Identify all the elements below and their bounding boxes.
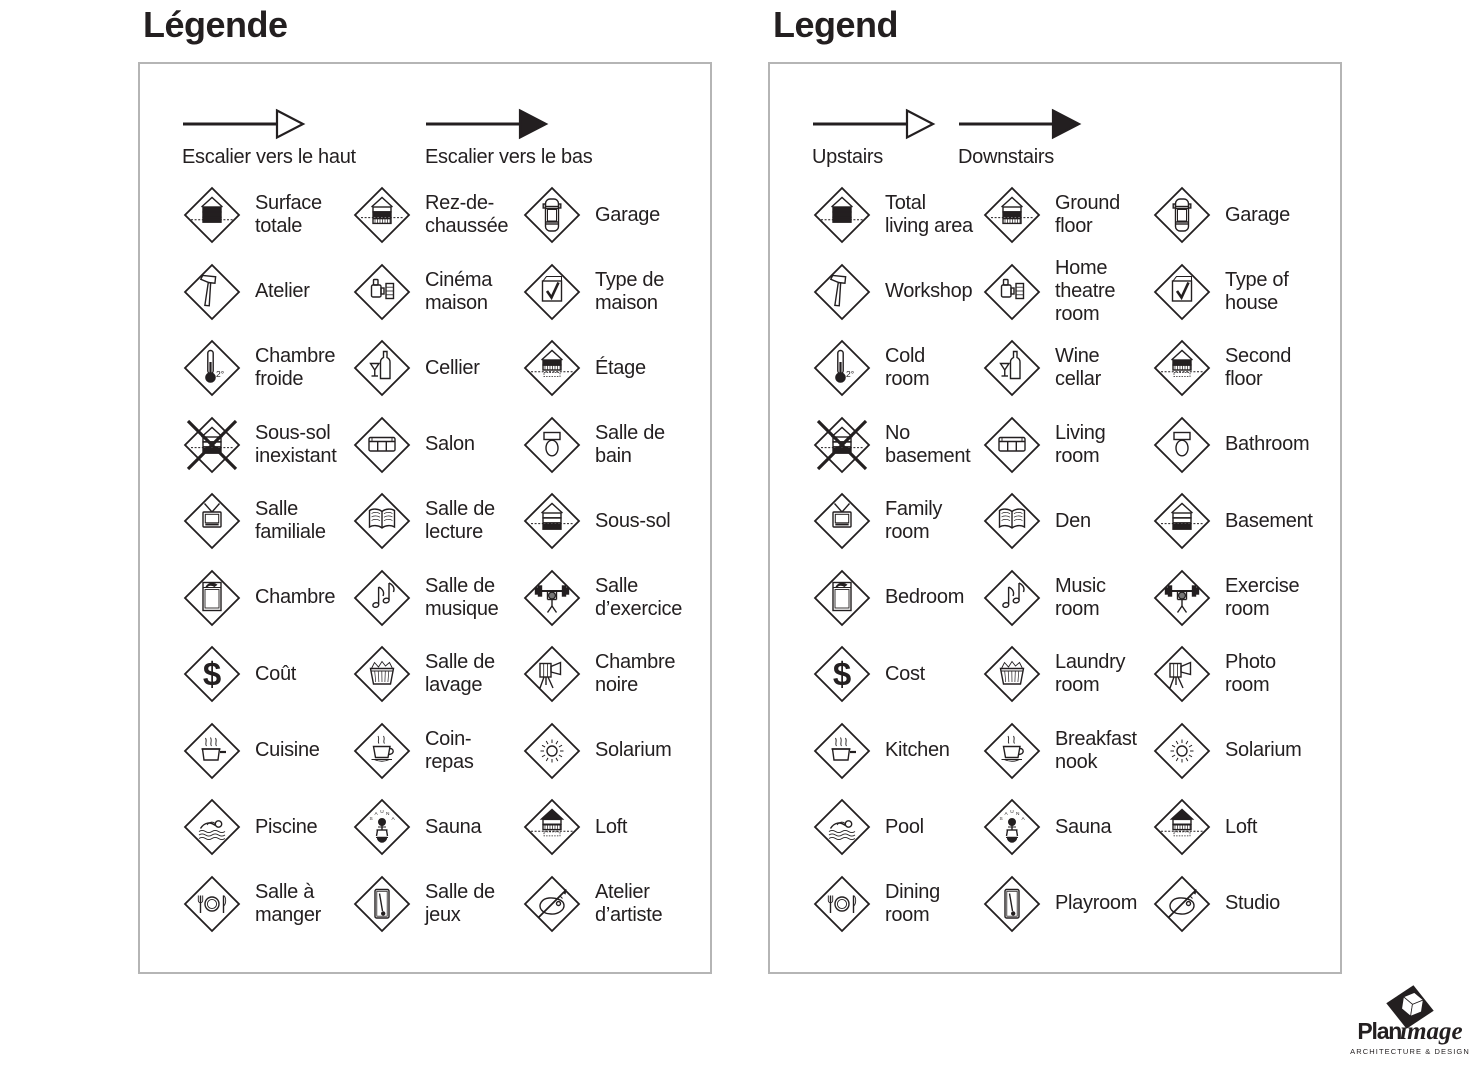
legend-item [1150,483,1320,560]
legend-item [180,866,350,943]
svg-text:U: U [1010,810,1014,816]
legend-item-label: Laundry room [1055,651,1126,697]
dining-room-icon [180,872,244,936]
legend-item [980,636,1150,713]
legend-item [350,407,520,484]
den-icon [980,489,1044,553]
logo-tagline: ARCHITECTURE & DESIGN [1350,1047,1470,1056]
legend-item [520,254,690,331]
svg-text:$: $ [202,655,222,693]
legend-item [810,789,980,866]
legend-item [350,789,520,866]
legend-item [980,407,1150,484]
legend-item [520,483,690,560]
studio-icon [520,872,584,936]
legend-item [1150,636,1320,713]
ground-floor-icon [350,183,414,247]
legend-item-label: Salle de bain [595,421,665,467]
legend-item [180,560,350,637]
legend-item-label: Music room [1055,574,1106,620]
legend-item-label: Salle de lecture [425,498,495,544]
svg-text:A: A [374,812,378,818]
page-title-english: Legend [773,4,899,45]
legend-item-label: Solarium [1225,739,1302,762]
legend-grid-english [810,177,1320,942]
legend-item-label: Garage [595,203,660,226]
family-room-icon [810,489,874,553]
legend-item [520,560,690,637]
legend-item-label: Salle d’exercice [595,574,683,620]
solarium-icon [1150,719,1214,783]
legend-item [980,254,1150,331]
svg-text:N: N [1016,812,1020,818]
breakfast-nook-icon [350,719,414,783]
laundry-room-icon [980,642,1044,706]
stairs-arrow-label: Upstairs [812,146,883,168]
legend-item [1150,789,1320,866]
workshop-icon [180,260,244,324]
legend-item-label: Cellier [425,356,480,379]
stairs-arrow-label: Escalier vers le haut [182,146,356,168]
legend-item-label: Bathroom [1225,433,1310,456]
legend-item [1150,177,1320,254]
music-room-icon [980,566,1044,630]
total-area-icon [810,183,874,247]
exercise-room-icon [1150,566,1214,630]
bedroom-icon [810,566,874,630]
bathroom-icon [520,413,584,477]
svg-text:N: N [386,812,390,818]
kitchen-icon [810,719,874,783]
legend-item [980,866,1150,943]
solarium-icon [520,719,584,783]
legend-item [810,330,980,407]
legend-item [520,866,690,943]
legend-item [350,713,520,790]
legend-item [1150,866,1320,943]
legend-item [520,789,690,866]
legend-item [980,177,1150,254]
stairs-arrows-english [812,109,1082,169]
stairs-arrow-legend-item [182,109,425,169]
legend-item-label: Pool [885,815,924,838]
legend-item [180,407,350,484]
legend-item-label: Cuisine [255,739,320,762]
stairs-arrow-label: Downstairs [958,146,1054,168]
no-basement-icon [810,413,874,477]
legend-item [350,330,520,407]
panel-legend-english [768,4,1342,974]
legend-item [810,177,980,254]
legend-item-label: Coût [255,662,297,685]
legend-item [1150,560,1320,637]
legend-item [980,560,1150,637]
ground-floor-icon [980,183,1044,247]
legend-item-label: Kitchen [885,739,950,762]
legend-item-label: Ground floor [1055,192,1120,238]
legend-item [180,330,350,407]
legend-item-label: Loft [595,815,628,838]
svg-text:A: A [391,817,395,823]
page-title-french: Légende [143,4,288,45]
legend-item [350,254,520,331]
total-area-icon [180,183,244,247]
cost-icon [810,642,874,706]
legend-item [810,407,980,484]
legend-item-label: Piscine [255,815,318,838]
legend-item [350,560,520,637]
legend-item [180,789,350,866]
legend-item-label: Salle de jeux [425,880,495,926]
home-theatre-icon [350,260,414,324]
sauna-icon [980,795,1044,859]
stairs-arrow-legend-item [425,109,592,169]
stairs-arrow-label: Escalier vers le bas [425,146,593,168]
legend-item-label: Salle familiale [255,498,326,544]
legend-item-label: Sous-sol [595,509,671,532]
legend-item [1150,713,1320,790]
playroom-icon [980,872,1044,936]
svg-text:A: A [1004,812,1008,818]
stairs-down-arrow-icon [958,109,1082,139]
legend-item-label: Bedroom [885,586,965,609]
legend-item-label: Cinéma maison [425,268,493,314]
svg-text:S: S [999,817,1003,823]
legend-grid-french [180,177,690,942]
legend-item-label: Chambre froide [255,345,336,391]
legend-item-label: Den [1055,509,1091,532]
legend-item-label: Rez-de-chaussée [425,192,509,238]
legend-item-label: Home theatre room [1055,257,1116,326]
svg-text:S: S [369,817,373,823]
legend-item [1150,254,1320,331]
svg-text:2°: 2° [216,369,225,380]
loft-icon [520,795,584,859]
basement-icon [1150,489,1214,553]
dining-room-icon [810,872,874,936]
bathroom-icon [1150,413,1214,477]
legend-item [350,483,520,560]
laundry-room-icon [350,642,414,706]
legend-item-label: Atelier [255,280,310,303]
legend-item-label: Dining room [885,880,940,926]
legend-item-label: Playroom [1055,892,1138,915]
legend-item-label: Étage [595,356,646,379]
second-floor-icon [520,336,584,400]
home-theatre-icon [980,260,1044,324]
legend-item-label: Surface totale [255,192,322,238]
legend-item [810,254,980,331]
legend-item-label: Type of house [1225,268,1289,314]
legend-item [1150,407,1320,484]
garage-icon [1150,183,1214,247]
legend-item [350,636,520,713]
legend-item-label: Salle à manger [255,880,322,926]
legend-item-label: Basement [1225,509,1313,532]
wine-cellar-icon [350,336,414,400]
music-room-icon [350,566,414,630]
legend-item [980,789,1150,866]
legend-item-label: Sauna [1055,815,1112,838]
pool-icon [180,795,244,859]
legend-item [180,177,350,254]
house-type-icon [1150,260,1214,324]
legend-item-label: Second floor [1225,345,1292,391]
legend-item-label: Family room [885,498,943,544]
workshop-icon [810,260,874,324]
legend-item [180,483,350,560]
pool-icon [810,795,874,859]
legend-item-label: Studio [1225,892,1280,915]
studio-icon [1150,872,1214,936]
legend-item [810,636,980,713]
legend-item-label: Salle de lavage [425,651,495,697]
living-room-icon [980,413,1044,477]
legend-item [520,636,690,713]
bedroom-icon [180,566,244,630]
stairs-down-arrow-icon [425,109,592,139]
legend-item-label: Salon [425,433,475,456]
legend-item-label: Atelier d’artiste [595,880,663,926]
stairs-arrow-legend-item [958,109,1082,169]
legend-item [810,560,980,637]
cold-room-icon [810,336,874,400]
legend-item-label: Photo room [1225,651,1276,697]
den-icon [350,489,414,553]
garage-icon [520,183,584,247]
legend-item-label: Chambre [255,586,336,609]
second-floor-icon [1150,336,1214,400]
photo-room-icon [1150,642,1214,706]
legend-item-label: Total living area [885,192,973,238]
legend-item [180,636,350,713]
svg-text:$: $ [832,655,852,693]
photo-room-icon [520,642,584,706]
legend-item-label: Salle de musique [425,574,499,620]
legend-item [810,713,980,790]
legend-item [180,713,350,790]
legend-item-label: Chambre noire [595,651,676,697]
legend-item [520,713,690,790]
svg-text:A: A [1021,817,1025,823]
legend-item-label: Sauna [425,815,482,838]
legend-item [1150,330,1320,407]
legend-item-label: Cold room [885,345,930,391]
legend-item [350,177,520,254]
svg-text:U: U [380,810,384,816]
kitchen-icon [180,719,244,783]
legend-item [180,254,350,331]
legend-item-label: Coin-repas [425,727,474,773]
legend-item-label: Solarium [595,739,672,762]
legend-item-label: Loft [1225,815,1258,838]
legend-item-label: Wine cellar [1055,345,1101,391]
legend-item [350,866,520,943]
sauna-icon [350,795,414,859]
legend-item-label: Exercise room [1225,574,1300,620]
exercise-room-icon [520,566,584,630]
legend-item-label: Cost [885,662,925,685]
stairs-arrow-legend-item [812,109,958,169]
svg-text:2°: 2° [846,369,855,380]
logo-brand [1342,1020,1478,1046]
legend-item-label: Sous-sol inexistant [255,421,337,467]
legend-item-label: Workshop [885,280,973,303]
legend-item [520,330,690,407]
legend-item [520,407,690,484]
legend-item-label: Garage [1225,203,1290,226]
stairs-up-arrow-icon [182,109,425,139]
no-basement-icon [180,413,244,477]
wine-cellar-icon [980,336,1044,400]
house-type-icon [520,260,584,324]
stairs-up-arrow-icon [812,109,958,139]
logo-brand-image: image [1400,1018,1463,1045]
legend-item-label: Breakfast nook [1055,727,1137,773]
legend-item [810,866,980,943]
cold-room-icon [180,336,244,400]
playroom-icon [350,872,414,936]
legend-item-label: Type de maison [595,268,665,314]
planimage-logo [1342,984,1478,1056]
legend-item [980,713,1150,790]
living-room-icon [350,413,414,477]
loft-icon [1150,795,1214,859]
basement-icon [520,489,584,553]
logo-brand-plan: Plan [1357,1018,1402,1044]
stairs-arrows-french [182,109,592,169]
legend-item [980,483,1150,560]
family-room-icon [180,489,244,553]
legend-item [810,483,980,560]
legend-item-label: Living room [1055,421,1106,467]
legend-item [520,177,690,254]
legend-item-label: No basement [885,421,971,467]
breakfast-nook-icon [980,719,1044,783]
cost-icon [180,642,244,706]
panel-legende-french [138,4,712,974]
legend-item [980,330,1150,407]
